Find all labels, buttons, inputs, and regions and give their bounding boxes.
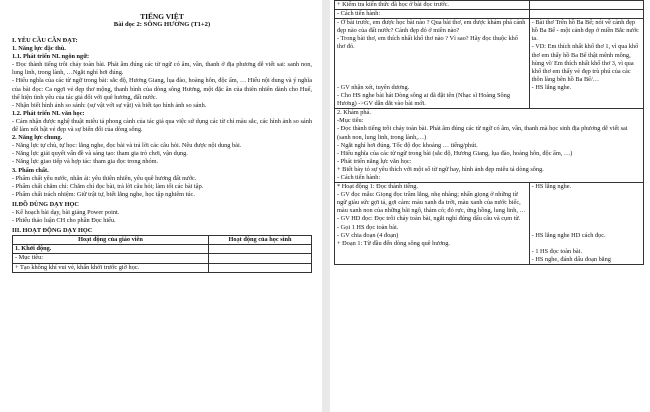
table-header-row xyxy=(13,236,312,245)
paragraph-l9: 2. Năng lực chung. xyxy=(12,134,63,142)
left-page xyxy=(0,0,322,412)
table-row xyxy=(335,183,644,265)
paragraph-l20: III. HOẠT ĐỘNG DẠY HỌC xyxy=(12,227,93,235)
teacher-cell: 2. Khám phá. -Mục tiêu: - Đọc thành tiếng trôi chảy toàn bài. Phát âm đúng các từ ngữ có âm, vần, thanh mà học sinh địa phương dễ viết sai (sanh non, lung linh, trong lành,…) - Ngắt nghỉ hơi đúng. Tốc độ đọc khoảng … tiếng/phút. - Hiểu nghĩa của các từ ngữ trong bài (sắc độ, Hương Giang, lụa đào, hoàng hôn, độc ẩm, …) - Phát triển năng lực văn học: + Biết bày tỏ sự yêu thích với một số từ ngữ hay, hình ảnh đẹp miêu tả dòng sông. - Cách tiến hành: xyxy=(335,109,644,183)
right-page xyxy=(330,0,650,412)
teacher-cell: * Hoạt động 1: Đọc thành tiếng. - GV đọc mẫu: Giọng đọc trầm lắng, nhẹ nhàng; nhấn giọng ở những từ ngữ giàu sức gợi tả, gợi cảm: màu xanh đa trời, màu xanh của nước biếc, màu xanh non của những bãi ngô, thảm cỏ; đỏ rực, ửng hồng, lung linh, … - GV HD đọc: Đọc trôi chảy toàn bài, ngắt nghỉ đúng dấu câu và cụm từ. - Gọi 1 HS đọc toàn bài. - GV chia đoạn (4 đoạn) + Đoạn 1: Từ đầu đến dòng sông quê hương. xyxy=(335,183,530,265)
paragraph-l18: - Kế hoạch bài dạy, bài giảng Power point. xyxy=(12,208,120,216)
student-cell xyxy=(208,245,311,254)
paragraph-l6: - Nhận biết hình ảnh so sánh: (sự vật với sự vật) và biết tạo hình ảnh so sánh. xyxy=(12,101,207,109)
paragraph-l5: - Hiểu nghĩa của các từ ngữ trong bài: sắc độ, Hương Giang, lụa đào, hoàng hôn, độc ẩm, … Hiểu nội dung và ý nghĩa của bài đọc: Ca ngợi vẻ đẹp thơ mộng, thanh bình của dòng sông Hương, một đặc ân của thiên nhiên dành cho Huế, thể hiện tình yêu của tác giả đối với quê hương, đất nước. xyxy=(12,77,312,101)
activity-table-right xyxy=(334,0,644,265)
table-row xyxy=(335,19,644,109)
student-cell xyxy=(208,254,311,263)
table-row xyxy=(13,254,312,263)
paragraph-l16: - Phẩm chất trách nhiệm: Giữ trật tự, biết lắng nghe, học tập nghiêm túc. xyxy=(12,190,195,198)
paragraph-l2: 1. Năng lực đặc thù. xyxy=(12,45,66,53)
student-cell xyxy=(529,10,643,19)
paragraph-l17: II.ĐỒ DÙNG DẠY HỌC xyxy=(12,200,79,208)
teacher-cell: - Mục tiêu: xyxy=(13,254,209,263)
paragraph-l7: 1.2. Phát triển NL văn học: xyxy=(12,109,85,117)
paragraph-l15: - Phẩm chất chăm chỉ: Chăm chỉ đọc bài, trả lời câu hỏi; làm tốt các bài tập. xyxy=(12,182,204,190)
header-teacher: Hoạt động của giáo viên xyxy=(13,236,209,245)
student-cell: - HS lắng nghe. - HS lắng nghe HD cách đọc. - 1 HS đọc toàn bài. - HS nghe, đánh dấu đoạn bằng xyxy=(529,183,643,265)
paragraph-l19: - Phiếu thảo luận CH cho phần Đọc hiểu. xyxy=(12,217,116,225)
table-row xyxy=(335,109,644,183)
student-cell xyxy=(529,1,643,10)
paragraph-l8: - Cảm nhận được nghệ thuật miêu tả phong cảnh của tác giả qua việc sử dụng các từ chỉ màu sắc, các hình ảnh so sánh để làm nổi bật vẻ đẹp và sự biến đổi của dòng sông. xyxy=(12,117,312,134)
paragraph-l11: - Năng lực giải quyết vấn đề và sáng tạo: tham gia trò chơi, vận dụng. xyxy=(12,150,188,158)
lesson-title: Bài đọc 2: SÔNG HƯƠNG (T1+2) xyxy=(113,21,211,28)
teacher-cell: + Tạo không khí vui vẻ, khấn khởi trước giờ học. xyxy=(13,263,209,272)
teacher-cell: + Kiểm tra kiến thức đã học ở bài đọc trước. xyxy=(335,1,530,10)
table-row xyxy=(13,263,312,272)
table-row xyxy=(335,10,644,19)
paragraph-l3: 1.1. Phát triển NL ngôn ngữ: xyxy=(12,53,90,61)
teacher-cell: - Cách tiến hành: xyxy=(335,10,530,19)
paragraph-l4: - Đọc thành tiếng trôi chảy toàn bài. Phát âm đúng các từ ngữ có âm, vần, thanh ở địa phương dễ viết sai: sanh non, lung linh, trong lành, …Ngắt nghỉ hơi đúng. xyxy=(12,61,312,77)
activity-table-left xyxy=(12,235,312,272)
paragraph-l12: - Năng lực giao tiếp và hợp tác: tham gia đọc trong nhóm. xyxy=(12,158,159,166)
paragraph-l10: - Năng lực tự chủ, tự học: lắng nghe, đọc bài và trả lời các câu hỏi. Nêu được nội dung bài. xyxy=(12,142,242,150)
paragraph-l1: I. YÊU CẦU CẦN ĐẠT: xyxy=(12,37,78,44)
left-content xyxy=(12,37,312,235)
teacher-cell: 1. Khởi động. xyxy=(13,245,209,254)
student-cell: - Bài thơ Trên hồ Ba Bể; nói về cảnh đẹp hồ Ba Bể - một cảnh đẹp ở miền Bắc nước ta. - VD: Em thích nhất khổ thơ 1, vì qua khổ thơ em thấy hồ Ba Bể thật mênh mông, hùng vĩ/ Em thích nhất khổ thơ 3, vì qua khổ thơ em thấy vẻ đẹp trù phú của các thôn làng bên hồ Ba Bể/… - HS lắng nghe. xyxy=(529,19,643,109)
header-student: Hoạt động của học sinh xyxy=(208,236,311,245)
doc-title: TIẾNG VIỆT xyxy=(140,12,184,21)
teacher-cell: - Ở bài trước, em được học bài nào ? Qua bài thơ, em được khám phá cảnh đẹp nào của đất nước? Cảnh đẹp đó ở miền nào? - Trong bài thơ, em thích nhất khổ thơ nào ? Vì sao? Hãy đọc thuộc khổ thơ đó. - GV nhận xét, tuyên dương. - Cho HS nghe bài hát Dòng sông ai đã đặt tên (Nhạc sĩ Hoàng Sông Hương) ->GV dẫn dắt vào bài mới. xyxy=(335,19,530,109)
paragraph-l14: - Phẩm chất yêu nước, nhân ái: yêu thiên nhiên, yêu quê hương đất nước. xyxy=(12,174,197,182)
table-row xyxy=(335,1,644,10)
student-cell xyxy=(208,263,311,272)
table-row xyxy=(13,245,312,254)
paragraph-l13: 3. Phẩm chất. xyxy=(12,166,49,174)
